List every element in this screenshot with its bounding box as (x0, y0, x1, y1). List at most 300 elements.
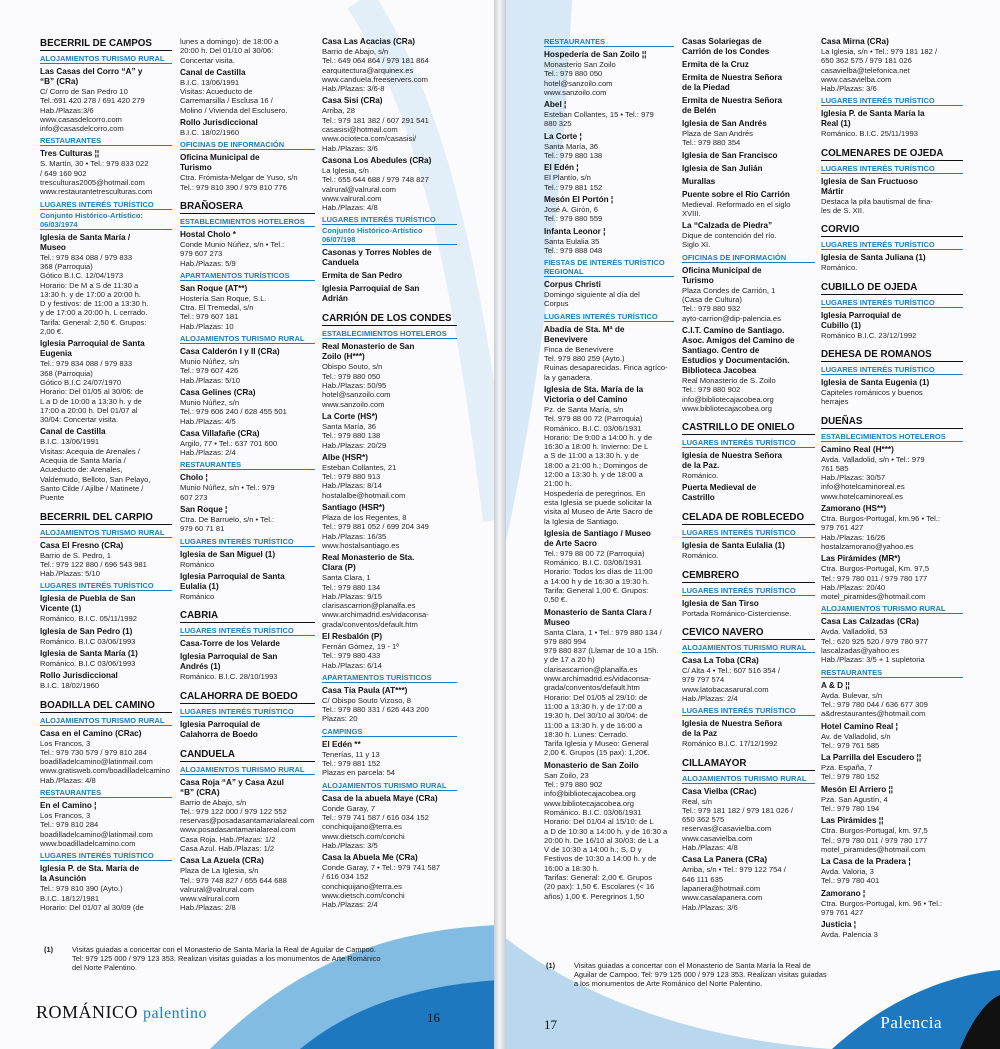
listing-detail: La Iglesia, s/n (322, 165, 369, 175)
listing-detail: Ctra. Frómista-Melgar de Yuso, s/n (180, 173, 298, 183)
listing-detail: www.posadasantamarialareal.com (180, 825, 296, 835)
listing-detail: Hab./Plazas: 50/95 (322, 381, 387, 391)
section-heading: LUGARES INTERÉS TURÍSTICO (821, 96, 963, 106)
listing-name: Iglesia P. de Santa María la (821, 109, 925, 119)
listing-detail: Carremarsilla / Esclusa 16 / (180, 96, 273, 106)
listing-detail: Portada Románico-Cisterciense. (682, 608, 792, 618)
listing-iglesia-de-santiago-museo (544, 529, 674, 605)
town-heading: CEMBRERO (682, 570, 815, 583)
listing-name: Casa Mirna (CRa) (821, 37, 889, 46)
listing-detail: a 14:00 h y de 16:30 a 19:30 h. (544, 576, 650, 586)
listing-hotel-camino-real (821, 722, 963, 751)
listing-name: Iglesia Parroquial de (180, 719, 261, 729)
footnote-text: Visitas guiadas a concertar con el Monasterio de Santa María la Real de Aguilar de Campoo. Tel: 979 125 000 / 979 123 353. Realizan visitas guiadas a los monumentos de Arte Románico del Norte Palentino. (72, 945, 381, 972)
listing-detail: www.gratisweb.com/boadilladelcamino (40, 766, 170, 776)
listing-la-corte (544, 132, 674, 161)
listing-detail: Festivos de 10:30 a 14:00 h. y de (544, 854, 657, 864)
section-heading: LUGARES INTERÉS TURÍSTICO (821, 298, 963, 308)
listing-detail: Tel.: 620 925 520 / 979 780 977 (821, 636, 928, 646)
listing-detail: 0,50 €. (544, 595, 568, 605)
listing-zamorano-hs (821, 504, 963, 551)
listing-detail: 979 880 837 (Llamar de 10 a 15h. (544, 646, 659, 656)
listing-detail: Capiteles románicos y buenos (821, 387, 923, 397)
listing-name: Casa Tía Paula (AT***) (322, 685, 408, 695)
listing-iglesia-de-san-pedro-1 (40, 627, 172, 646)
listing-detail: Plaza de La Iglesia, s/n (180, 866, 259, 876)
listing-detail: Real Monasterio de S. Zoilo (682, 375, 776, 385)
listing-detail: B.I.C. 13/06/1991 (180, 77, 240, 87)
right-page (502, 0, 1000, 1049)
listing-iglesia-de-puebla-de-san (40, 594, 172, 623)
town-heading: CEVICO NAVERO (682, 627, 815, 640)
listing-detail: 19:30 h. Del 30/10 al 30/04: de (544, 711, 648, 721)
listing-detail: www.candueIa.freeservers.com (322, 74, 428, 84)
listing-name: Las Casas del Corro “A” y (40, 67, 143, 76)
section-heading: LUGARES INTERÉS TURÍSTICO (322, 215, 457, 225)
listing-detail: Tel.: 979 834 088 / 979 833 (40, 359, 133, 369)
listing-name: El Edén ** (322, 739, 361, 749)
listing-name: Carrión de los Condes (682, 47, 770, 56)
listing-detail: Hab./Plazas: 4/8 (40, 775, 96, 785)
listing-monasterio-de-santa-clara (544, 608, 674, 758)
listing-name: Casa Las Calzadas (CRa) (821, 617, 919, 627)
town-heading: CORVIO (821, 224, 963, 237)
listing-detail: Tel.: 979 880 134 (322, 582, 381, 592)
left-column-2 (180, 34, 315, 913)
section-heading: LUGARES INTERÉS TURÍSTICO (180, 626, 315, 636)
listing-detail: Tel.: 979 122 000 / 979 122 552 (180, 806, 287, 816)
listing-detail: Tel.: 979 761 585 (821, 740, 880, 750)
listing-detail: Románico (180, 559, 215, 569)
section-heading: RESTAURANTES (40, 788, 172, 798)
listing-name: Las Pirámides (MR*) (821, 554, 901, 564)
listing-detail: 18:00 a 21:00 h.; Domingos de (544, 460, 648, 470)
listing-detail: Monasterio San Zoilo (544, 60, 616, 69)
section-heading: ALOJAMIENTOS TURISMO RURAL (322, 781, 457, 791)
listing-detail: Tel.: 979 780 152 (821, 772, 880, 782)
listing-detail: Casa Roja. Hab./Plazas: 1/2 (180, 834, 276, 844)
listing-name: La Corte (HS*) (322, 411, 378, 421)
listing-casa-el-fresno-cra (40, 541, 172, 579)
listing-rollo-jurisdiccional (180, 118, 315, 137)
listing-detail: grada/conventos/default.htm (322, 619, 418, 629)
listing-detail: boadilladelcamino@latinmail.com (40, 829, 153, 839)
listing-detail: Hab./Plazas: 3/6 (322, 143, 378, 153)
listing-detail: conchiquijano@terra.es (322, 881, 402, 891)
listing-name: Las Pirámides ¦¦ (821, 816, 884, 826)
listing-detail: info@hotelcaminoreal.es (821, 482, 905, 492)
listing-casa-la-azuela-cra (180, 856, 315, 912)
town-heading: DEHESA DE ROMANOS (821, 349, 963, 362)
listing-detail: Hab./Plazas: 9/15 (322, 591, 382, 601)
listing-detail: www.casasdelcorro.com (40, 114, 122, 124)
footnote-text: Visitas guiadas a concertar con el Monasterio de Santa María la Real de Aguilar de Campoo. Tel: 979 125 000 / 979 123 353. Realizan visitas guiadas a los monumentos de Arte Románico del Norte Palentino. (574, 961, 827, 988)
listing-name: Camino Real (H***) (821, 444, 894, 454)
town-heading: CALAHORRA DE BOEDO (180, 691, 315, 704)
listing-san-roque-at (180, 284, 315, 331)
listing-detail: Pza. San Agustín, 4 (821, 794, 888, 804)
section-heading: LUGARES INTERÉS TURÍSTICO (682, 586, 815, 596)
listing-a-d (821, 681, 963, 719)
listing-detail: ayto-carrion@dip-palencia.es (682, 313, 781, 323)
listing-detail: 11:00 a 13:30 h. y de 17:00 a (544, 701, 643, 711)
listing-las-casas-del-corro-a-y (40, 67, 172, 133)
listing-detail: 979 761 427 (821, 908, 864, 918)
listing-iglesia-de-santa-eulalia-1 (682, 541, 815, 560)
listing-detail: L a D de 10:00 a 13:30 h. y de (40, 396, 142, 406)
listing-detail: Hospedería de peregrinos. En (544, 488, 646, 498)
listing-detail: 650 362 575 (682, 815, 725, 825)
listing-name: Monasterio de Santa Clara / (544, 607, 652, 617)
listing-name: Iglesia de San Andrés (682, 119, 767, 128)
listing-las-piramides-mr (821, 554, 963, 601)
listing-detail: Tel.: 979 607 181 (180, 312, 239, 322)
listing-detail: Tel. 979 88 00 72 (Parroquia) (544, 414, 643, 424)
listing-name: Hostal Cholo * (180, 229, 236, 239)
listing-detail: Hostería San Roque, S.L. (180, 293, 267, 303)
listing-tres-culturas (40, 149, 172, 196)
listing-casa-roja-a-y-casa-azul (180, 778, 315, 854)
listing-name: Iglesia de Santa María / (40, 232, 131, 242)
listing-detail: Real, s/n (682, 796, 712, 806)
listing-detail: tresculturas2005@hotmail.com (40, 178, 145, 188)
section-heading: LUGARES INTERÉS TURÍSTICO (40, 200, 172, 210)
listing-detail: / 649 160 902 (40, 168, 87, 178)
section-heading: ALOJAMIENTOS TURISMO RURAL (40, 528, 172, 538)
listing-la-corte-hs (322, 412, 457, 450)
listing-detail: Plaza de los Regentes, 8 (322, 513, 407, 523)
listing-ermita-de-la-cruz (682, 60, 815, 70)
listing-detail: C/ Corro de San Pedro 10 (40, 87, 128, 96)
section-heading: APARTAMENTOS TURÍSTICOS (322, 673, 457, 683)
listing-detail: Tel.: 649 064 864 / 979 181 864 (322, 56, 429, 66)
town-heading: CASTRILLO DE ONIELO (682, 422, 815, 435)
section-heading: FIESTAS DE INTERÉS TURÍSTICO REGIONAL (544, 258, 674, 277)
listing-detail: Tel.: 979 780 401 (821, 876, 880, 886)
listing-name: Cholo ¦ (180, 473, 208, 483)
listing-detail: Valdemudo, Belloto, San Pelayo, (40, 474, 151, 484)
listing-name: Iglesia Parroquial de San (180, 652, 278, 662)
listing-detail: Munio Núñez, s/n (180, 397, 240, 407)
listing-detail: Los Francos, 3 (40, 738, 91, 748)
listing-name: Casonas y Torres Nobles de (322, 248, 432, 258)
listing-detail: Hab./Plazas: 16/26 (821, 532, 886, 542)
listing-detail: Tel.: 979 880 902 (544, 780, 603, 790)
listing-name: Andrés (1) (180, 662, 221, 672)
listing-detail: José A. Girón, 6 (544, 204, 599, 214)
listing-detail: www.boadilladelcamino.com (40, 838, 136, 848)
section-heading: LUGARES INTERÉS TURÍSTICO (40, 851, 172, 861)
listing-name: Casa en el Camino (CRac) (40, 728, 142, 738)
listing-detail: Románico. B.I.C 03/06/1993 (40, 658, 136, 668)
listing-detail: C/ Alta 4 • Tel.: 607 516 354 / (682, 666, 780, 676)
listing-detail: B.I.C. 13/06/1991 (40, 437, 100, 447)
listing-detail: B.I.C. 18/02/1960 (180, 128, 240, 138)
listing-detail: www.bibliotecajacobea.org (682, 403, 772, 413)
listing-detail: Tel.: 979 881 052 / 699 204 349 (322, 522, 429, 532)
listing-name: Albe (HSR*) (322, 452, 368, 462)
section-heading: LUGARES INTERÉS TURÍSTICO (821, 164, 963, 174)
town-heading: CUBILLO DE OJEDA (821, 282, 963, 295)
listing-detail: Conde Munio Núñez, s/n • Tel.: (180, 239, 285, 249)
section-heading: ALOJAMIENTOS TURISMO RURAL (682, 643, 815, 653)
listing-name: Clara (P) (322, 563, 356, 573)
listing-name: Iglesia de Santa Eulalia (1) (682, 541, 785, 551)
section-heading: LUGARES INTERÉS TURÍSTICO (821, 365, 963, 375)
listing-detail: Santa Eulalia 35 (544, 236, 600, 246)
listing-name: de Arte Sacro (544, 538, 597, 548)
listing-detail: Románico. B.I.C. 03/06/1931 (544, 807, 642, 817)
listing-detail: reservas@posadasantamarialareal.com (180, 816, 315, 826)
section-heading: ALOJAMIENTOS TURISMO RURAL (821, 604, 963, 614)
listing-detail: www.hostalsantiago.es (322, 540, 400, 550)
listing-detail: www.casalapanera.com (682, 893, 763, 903)
listing-detail: Ctra. Burgos-Portugal, Km. 97,5 (821, 564, 930, 574)
listing-monasterio-de-san-zoilo (544, 761, 674, 901)
listing-detail: 21:00 h. (544, 479, 572, 489)
listing-name: El Resbalón (P) (322, 631, 383, 641)
listing-iglesia-de-nuestra-senora (682, 451, 815, 480)
listing-detail: Molino / Vivienda del Esclusero. (180, 105, 288, 115)
listing-detail: Hab./Plazas: 3/5 + 1 supletoria (821, 655, 925, 665)
listing-detail: www.valrural.com (180, 894, 240, 904)
listing-real-monasterio-de-san (322, 342, 457, 408)
listing-name: Eulalia (1) (180, 581, 219, 591)
listing-detail: años) 1,00 €. Peregrinos 1,50 (544, 891, 645, 901)
listing-detail: Románico. (682, 551, 719, 561)
listing-name: Biblioteca Jacobea (682, 365, 757, 375)
right-footnote (546, 961, 966, 988)
listing-name: Infanta Leonor ¦ (544, 226, 606, 236)
listing-casa-torre-de-los-velarde (180, 639, 315, 649)
listing-detail: y de 17:00 a 20:00 h. L cerrado. (40, 308, 148, 318)
section-heading: RESTAURANTES (821, 668, 963, 678)
listing-name: Iglesia P. de Sta. María de (40, 864, 140, 874)
listing-detail: Hab./Plazas: 5/9 (180, 258, 236, 268)
listing-name: Iglesia de Santa María (1) (40, 648, 138, 658)
town-heading: CARRIÓN DE LOS CONDES (322, 313, 457, 326)
listing-detail: Hab./Plazas: 3/6-8 (322, 84, 385, 94)
listing-detail: / 616 034 152 (322, 872, 369, 882)
listing-detail: www.latobacasarural.com (682, 684, 769, 694)
listing-iglesia-de-san-miguel-1 (180, 550, 315, 569)
listing-detail: Tel.: 979 880 050 (544, 69, 603, 79)
listing-detail: Románico B.I.C. 17/12/1992 (682, 739, 778, 749)
listing-detail: www.bibliotecajacobea.org (544, 798, 634, 808)
listing-ermita-de-san-pedro (322, 271, 457, 281)
section-heading: OFICINAS DE INFORMACIÓN (180, 140, 315, 150)
listing-detail: info@bibliotecajacobea.org (682, 394, 774, 404)
listing-detail: Ctra. De Barruelo, s/n • Tel.: (180, 515, 275, 525)
brand-palencia: Palencia (880, 1013, 942, 1032)
listing-casa-mirna-cra (821, 37, 963, 93)
listing-name: Real Monasterio de Sta. (322, 553, 415, 563)
listing-name: Iglesia de Sta. María de la (544, 384, 644, 394)
listing-detail: www.restaurantetresculturas.com (40, 187, 153, 197)
listing-detail: S. Martín, 30 • Tel.: 979 833 022 (40, 159, 149, 169)
listing-detail: info@casasdelcorro.com (40, 124, 124, 134)
listing-name: la Asunción (40, 874, 87, 884)
listing-detail: motel_piramides@hotmail.com (821, 844, 926, 854)
listing-camino-real-h (821, 445, 963, 501)
listing-iglesia-de-santa-maria-1 (40, 649, 172, 668)
listing-detail: Plazas: 20 (322, 714, 358, 724)
listing-detail: 368 (Parroquia) (40, 368, 93, 378)
listing-detail: 979 880 994 (544, 636, 587, 646)
listing-detail: V de 10:30 a 14:00 h.; S, D y (544, 845, 642, 855)
listing-detail: Ctra. Burgos-Portugal, km. 97,5 (821, 826, 928, 836)
listing-detail: 2,00 €. Grupos (15 pax): 1,20€. (544, 748, 650, 758)
listing-name: de la Piedad (682, 83, 730, 92)
listing-iglesia-de-san-andres (682, 119, 815, 148)
listing-name: Casa Las Acacias (CRa) (322, 37, 415, 46)
listing-detail: (20 pax): 1,50 €. Escolares (< 16 (544, 882, 655, 892)
listing-name: Iglesia de San Julián (682, 163, 763, 173)
listing-name: Ermita de Nuestra Señora (682, 73, 783, 82)
listing-detail: Plazas en parcela: 54 (322, 768, 396, 778)
town-heading: CANDUELA (180, 749, 315, 762)
listing-name: Adrián (322, 294, 348, 304)
listing-detail: Conde Garay, 7 • Tel.: 979 741 587 (322, 863, 441, 873)
listing-detail: Esteban Collantes, 21 (322, 462, 397, 472)
listing-detail: 979 797 574 (682, 675, 725, 685)
listing-detail: 30/04: Concertar visita. (40, 415, 119, 425)
listing-casa-villafane-cra (180, 429, 315, 458)
listing-casa-sisi-cra (322, 96, 457, 152)
listing-casa-gelines-cra (180, 388, 315, 426)
listing-detail: Domingo siguiente al día del (544, 290, 640, 300)
listing-detail: El Plantío, s/n (544, 173, 591, 183)
listing-detail: Hab./Plazas: 3/6 (821, 84, 877, 94)
section-heading: RESTAURANTES (180, 460, 315, 470)
listing-detail: Románico. B.I.C. 03/06/1931 (544, 423, 642, 433)
right-column-2 (682, 34, 815, 912)
brand-sub: palentino (143, 1005, 208, 1022)
listing-detail: Munio Núñez, s/n • Tel.: 979 (180, 483, 275, 493)
listing-detail: Hab./Plazas: 20/40 (821, 582, 886, 592)
listing-detail: Tel.: 979 880 902 (682, 385, 741, 395)
listing-detail: Tel.: 979 880 138 (544, 151, 603, 161)
listing-detail: Ctra. El Tremedal, s/n (180, 303, 254, 313)
listing-detail: la Iglesia de Santiago. (544, 516, 619, 526)
listing-detail: 17:00 a 20:00 h. Del 01/07 al (40, 405, 138, 415)
listing-albe-hsr (322, 453, 457, 500)
listing-casa-vielba-crac (682, 787, 815, 853)
listing-iglesia-parroquial-de-santa (180, 572, 315, 601)
listing-name: Iglesia de San Francisco (682, 150, 778, 160)
left-column-3 (322, 34, 457, 910)
listing-detail: 368 (Parroquia) (40, 261, 93, 271)
listing-detail: Tel. 979 880 259 (Ayto.) (544, 354, 625, 364)
listing-iglesia-parroquial-de-san (322, 284, 457, 304)
listing-hospederia-de-san-zoilo (544, 50, 674, 97)
listing-iglesia-de-santa-maria (40, 233, 172, 337)
listing-name: Iglesia de San Miguel (1) (180, 549, 276, 559)
section-heading: LUGARES INTERÉS TURÍSTICO (682, 706, 815, 716)
listing-zamorano (821, 889, 963, 918)
section-heading: CAMPINGS (322, 727, 457, 737)
listing-detail: Hab./Plazas: 3/5 (322, 840, 378, 850)
listing-casas-solariegas-de (682, 37, 815, 57)
listing-detail: Románico B.I.C. 23/12/1992 (821, 330, 917, 340)
listing-detail: Románico. B.I.C 03/06/1993 (40, 636, 136, 646)
listing-detail: Tel.: 979 880 559 (544, 214, 603, 224)
listing-detail: Gótico B.I.C 24/07/1970 (40, 377, 122, 387)
listing-detail: les de S. XII. (821, 206, 865, 216)
listing-name: de Belén (682, 106, 717, 115)
town-heading: BOADILLA DEL CAMINO (40, 700, 172, 713)
section-heading: ALOJAMIENTOS TURISMO RURAL (682, 774, 815, 784)
listing-detail: 12:00 a 13:30 h. y de 18:00 a (544, 470, 643, 480)
listing-iglesia-de-san-francisco (682, 151, 815, 161)
listing-name: Abadía de Sta. Mª de (544, 324, 625, 334)
listing-detail: Horario: Todos los días de 11:00 (544, 567, 653, 577)
listing-detail: Hab./Plazas: 2/4 (322, 900, 378, 910)
listing-name: Casa Villafañe (CRa) (180, 428, 260, 438)
listing-detail: Tel.:691 420 278 / 691 420 279 (40, 96, 145, 106)
listing-detail: 20:00 h. De 16/10 al 30/03: de L a (544, 835, 659, 845)
listing-detail: Románico. B.I.C. 05/11/1992 (40, 614, 137, 624)
listing-name: Casas Solariegas de (682, 37, 762, 46)
listing-name: Ermita de Nuestra Señora (682, 96, 783, 105)
listing-name: Benevivere (544, 334, 588, 344)
listing-name: Iglesia de San Pedro (1) (40, 626, 133, 636)
listing-name: Calahorra de Boedo (180, 729, 258, 739)
listing-name: La “Calzada de Piedra” (682, 221, 773, 231)
listing-detail: grada/conventos/default.htm (544, 683, 640, 693)
listing-name: “B” (CRa) (40, 77, 79, 86)
listing-detail: Santo Cilde / Ajilbe / Matinete / (40, 483, 144, 493)
listing-name: Turismo (180, 163, 212, 173)
listing-canal-de-castilla (40, 427, 172, 502)
listing-infanta-leonor (544, 227, 674, 256)
listing-name: Canal de Castilla (40, 427, 106, 437)
listing-name: Casa Roja “A” y Casa Azul (180, 777, 284, 787)
listing-detail: a D de 10:30 a 14:00 h. y de 16:30 a (544, 826, 668, 836)
listing-name: Iglesia de San Fructuoso (821, 176, 918, 186)
listing-detail: Visitas: Acequia de Arenales / (40, 446, 140, 456)
listing-name: El Edén ¦ (544, 163, 579, 173)
listing-detail: Tarifa: General: 2,50 €. Grupos: (40, 317, 147, 327)
section-heading: LUGARES INTERÉS TURÍSTICO (821, 240, 963, 250)
listing-iglesia-de-sta-maria-de-la (544, 385, 674, 526)
listing-detail: Tel.: 979 881 152 (322, 759, 381, 769)
listing-detail: Tel.: 979 181 182 / 979 181 026 / (682, 805, 794, 815)
listing-name: Rollo Jurisdiccional (180, 118, 258, 128)
listing-name: Puerta Medieval de (682, 483, 757, 493)
listing-casa-calderon-i-y-ii-cra (180, 347, 315, 385)
listing-detail: Hab./Plazas: 20/29 (322, 440, 387, 450)
listing-detail: www.sanzoilo.com (544, 87, 607, 97)
listing-name: En el Camino ¦ (40, 801, 97, 811)
listing-name: La Corte ¦ (544, 131, 582, 141)
listing-detail: lapanera@hotmail.com (682, 883, 761, 893)
listing-name: Casona Los Abedules (CRa) (322, 155, 432, 165)
listing-detail: Tel.: 979 122 880 / 696 543 981 (40, 559, 147, 569)
section-heading: LUGARES INTERÉS TURÍSTICO (180, 707, 315, 717)
listing-detail: www.ocioteca.com/casasisi/ (322, 134, 417, 144)
listing-detail: Plaza de San Andrés (682, 129, 753, 138)
listing-detail: XVIII. (682, 208, 701, 218)
listing-detail: 646 111 635 (682, 874, 724, 884)
listing-name: Museo (40, 242, 66, 252)
listing-detail: boadilladelcamino@latinmail.com (40, 757, 153, 767)
brand-main: ROMÁNICO (36, 1002, 139, 1022)
listing-name: Iglesia Parroquial de San (322, 284, 420, 294)
listing-continued (180, 37, 315, 65)
listing-name: Santiago (HSR*) (322, 503, 385, 513)
listing-detail: D y festivos: de 11:00 a 13:30 h. (40, 299, 149, 309)
